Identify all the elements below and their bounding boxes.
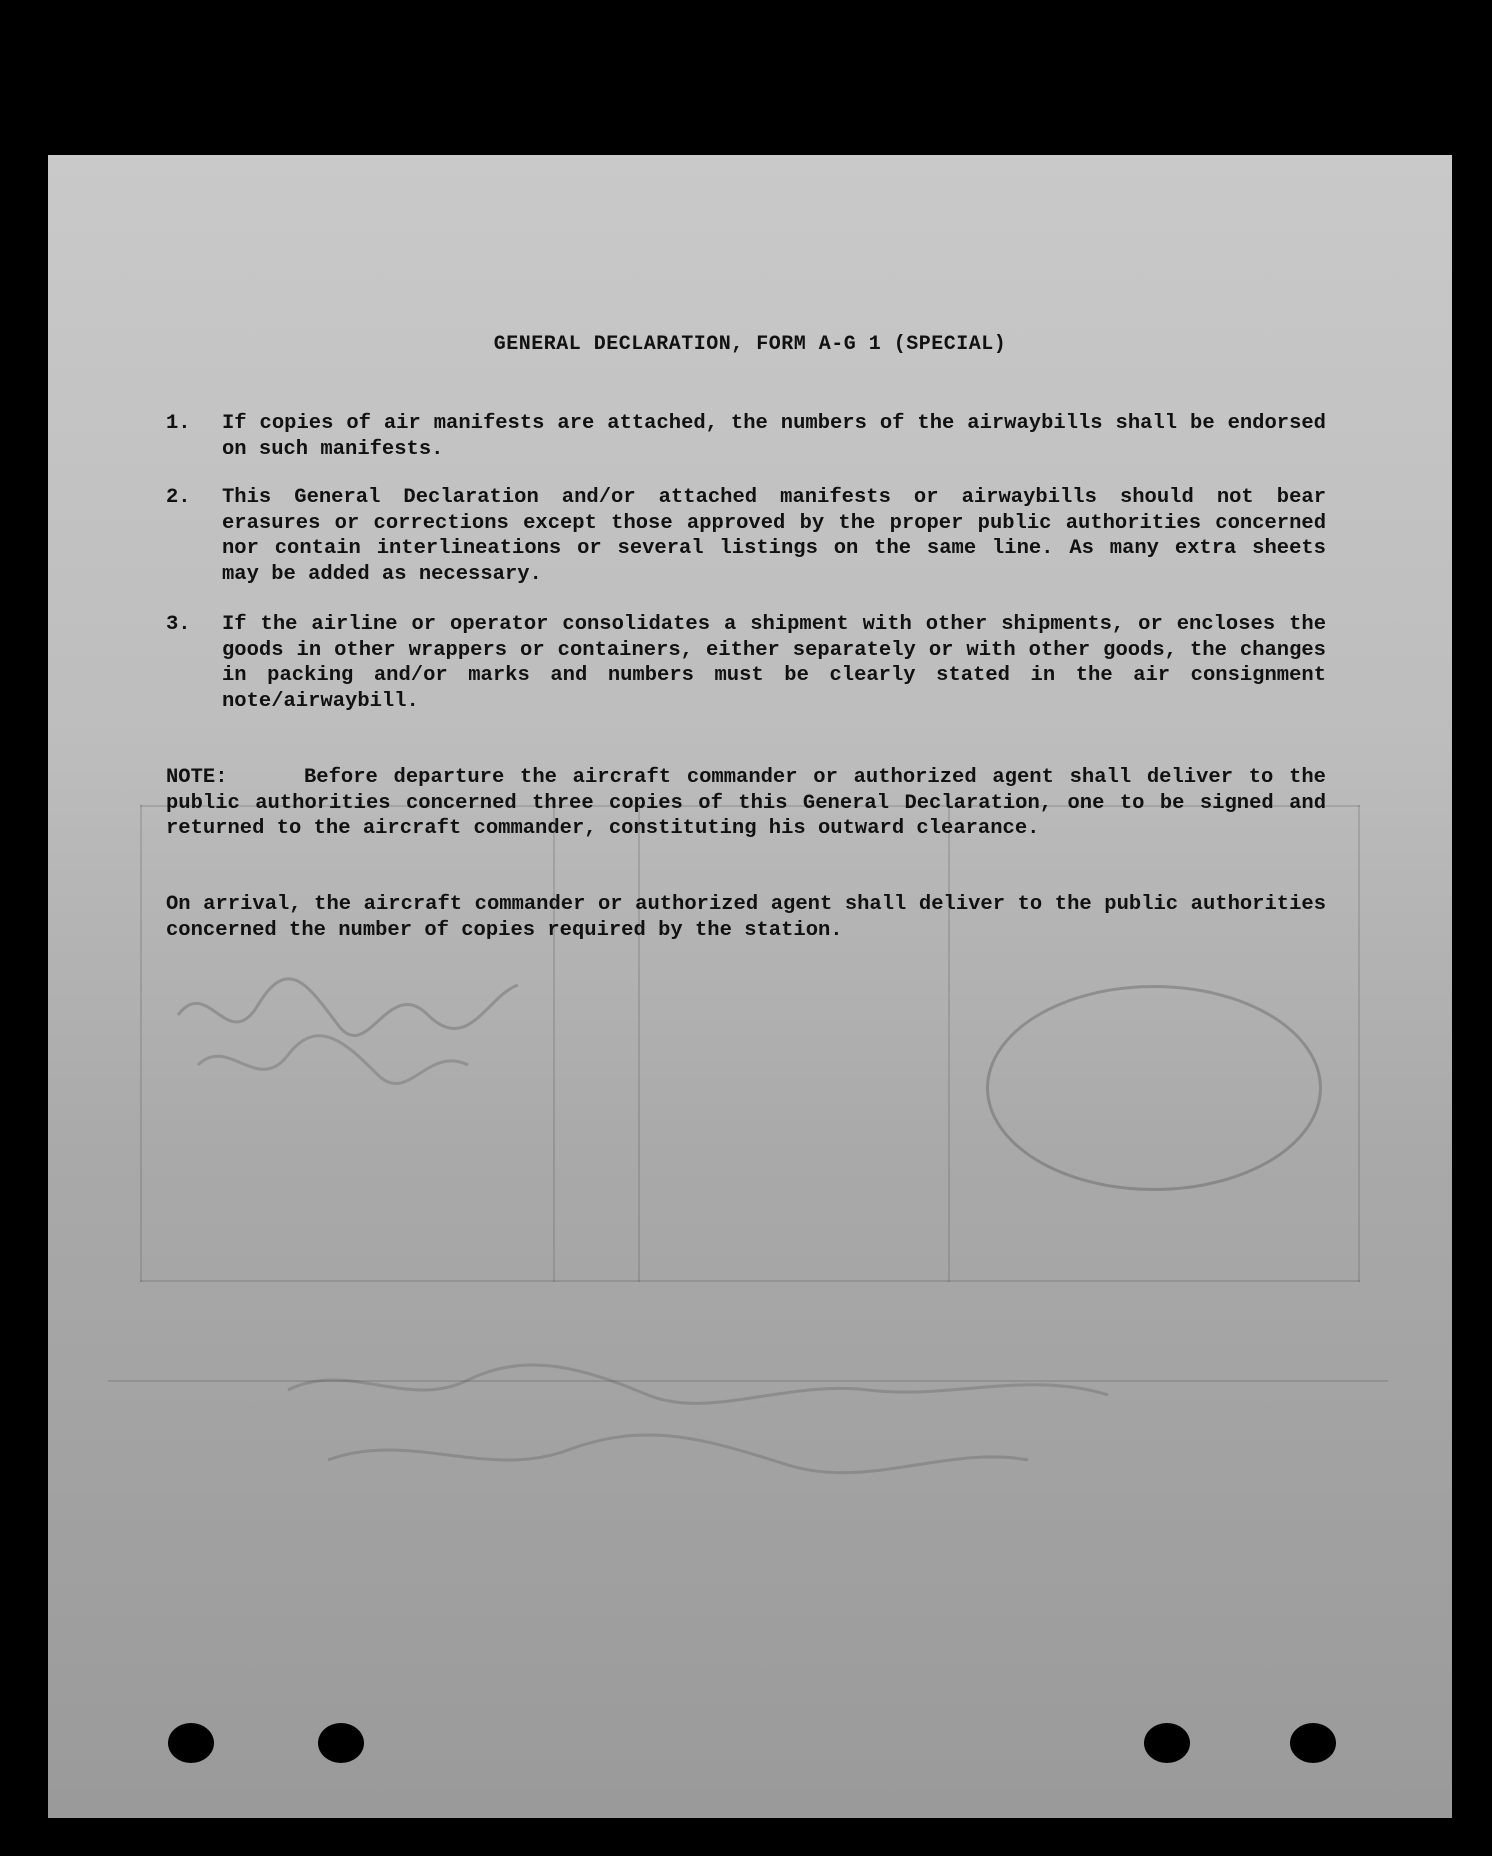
punch-hole (168, 1723, 214, 1763)
bleed-through-stamp (986, 985, 1322, 1191)
document-title: GENERAL DECLARATION, FORM A-G 1 (SPECIAL) (493, 333, 1007, 356)
instruction-item-3 (166, 612, 1326, 714)
item-number: 1. (166, 412, 191, 435)
bleed-through-rule (638, 805, 640, 1282)
item-text: If copies of air manifests are attached, the numbers of the airwaybills shall be endorsed on such manifests. (222, 412, 1326, 461)
instruction-item-1 (166, 411, 1326, 462)
bleed-through-rule (553, 805, 555, 1282)
bleed-through-rule (1358, 805, 1360, 1282)
instruction-item-2 (166, 485, 1326, 587)
note-text: Before departure the aircraft commander or authorized agent shall deliver to the public authorities concerned three copies of this General Declaration, one to be signed and returned to the aircraft commander, constituting his outward clearance. (166, 766, 1326, 840)
bleed-through-rule (948, 805, 950, 1282)
bleed-through-rule (140, 1280, 1360, 1282)
arrival-note: On arrival, the aircraft commander or authorized agent shall deliver to the public authorities concerned the number of copies required by the station. (166, 893, 1326, 942)
item-number: 2. (166, 486, 191, 509)
item-text: This General Declaration and/or attached manifests or airwaybills should not bear erasures or corrections except those approved by the proper public authorities concerned nor contain interlineations or several listings on the same line. As many extra sheets may be added as necessary. (222, 486, 1326, 586)
bleed-through-rule (108, 1380, 1388, 1382)
punch-hole (318, 1723, 364, 1763)
departure-note (166, 765, 1326, 842)
bleed-through-rule (140, 805, 142, 1282)
punch-hole (1290, 1723, 1336, 1763)
bleed-through-signature (168, 955, 528, 1115)
document-page (48, 155, 1452, 1818)
note-label: NOTE: (166, 766, 228, 789)
punch-hole (1144, 1723, 1190, 1763)
item-number: 3. (166, 613, 191, 636)
item-text: If the airline or operator consolidates a shipment with other shipments, or encloses the goods in other wrappers or containers, either separately or with other goods, the changes in packing and/or marks and numbers must be clearly stated in the air consignment note/airwaybill. (222, 613, 1326, 713)
bleed-through-handwriting (268, 1350, 1268, 1520)
